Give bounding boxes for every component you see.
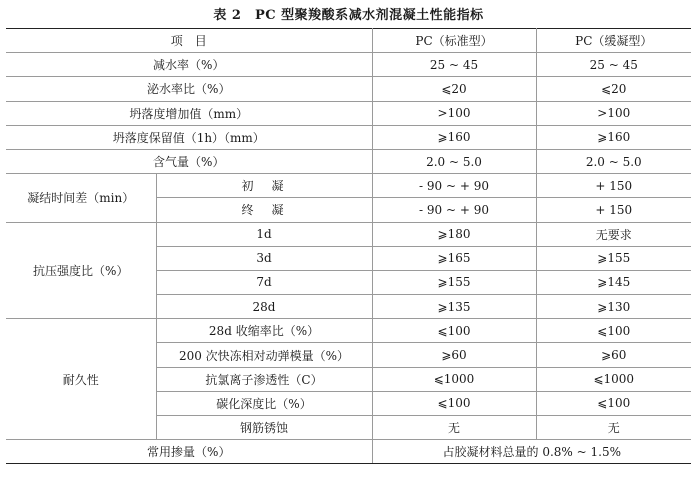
cell-standard: ⩾180 [372,222,536,246]
row-label: 泌水率比（%） [6,77,372,101]
cell-retarding: 25 ~ 45 [536,53,691,77]
dosage-value: 占胶凝材料总量的 0.8% ~ 1.5% [372,440,691,464]
sub-label: 抗氯离子渗透性（C） [156,367,372,391]
cell-retarding: ⩾60 [536,343,691,367]
table-title: 表 2 PC 型聚羧酸系减水剂混凝土性能指标 [213,8,484,23]
cell-retarding: >100 [536,101,691,125]
group-label-compressive: 抗压强度比（%） [6,222,156,319]
header-standard: PC（标准型） [372,29,536,53]
cell-standard: ⩾155 [372,270,536,294]
table-row [6,149,691,173]
sub-label: 碳化深度比（%） [156,391,372,415]
cell-standard: ⩽100 [372,319,536,343]
table-row [6,222,691,246]
sub-label: 7d [156,270,372,294]
cell-standard: - 90 ~ + 90 [372,198,536,222]
cell-retarding: ⩽1000 [536,367,691,391]
row-label: 坍落度保留值（1h）（mm） [6,125,372,149]
cell-standard: 25 ~ 45 [372,53,536,77]
header-item: 项 目 [6,29,372,53]
row-label: 含气量（%） [6,149,372,173]
sub-label: 钢筋锈蚀 [156,416,372,440]
cell-standard: 2.0 ~ 5.0 [372,149,536,173]
cell-retarding: + 150 [536,174,691,198]
cell-standard: 无 [372,416,536,440]
cell-standard: >100 [372,101,536,125]
cell-retarding: ⩾145 [536,270,691,294]
cell-standard: ⩾160 [372,125,536,149]
sub-label: 28d [156,295,372,319]
row-label: 减水率（%） [6,53,372,77]
performance-table [6,28,691,464]
cell-retarding: ⩽100 [536,319,691,343]
cell-retarding: ⩾130 [536,295,691,319]
cell-retarding: ⩾160 [536,125,691,149]
dosage-label: 常用掺量（%） [6,440,372,464]
cell-standard: ⩽100 [372,391,536,415]
cell-standard: - 90 ~ + 90 [372,174,536,198]
cell-retarding: + 150 [536,198,691,222]
table-header-row [6,29,691,53]
sub-label: 3d [156,246,372,270]
cell-standard: ⩽1000 [372,367,536,391]
cell-retarding: 2.0 ~ 5.0 [536,149,691,173]
cell-retarding: 无要求 [536,222,691,246]
row-label: 坍落度增加值（mm） [6,101,372,125]
table-row [6,174,691,198]
cell-retarding: 无 [536,416,691,440]
cell-standard: ⩽20 [372,77,536,101]
sub-label: 200 次快冻相对动弹模量（%） [156,343,372,367]
header-retarding: PC（缓凝型） [536,29,691,53]
group-label-durability: 耐久性 [6,319,156,440]
cell-retarding: ⩽100 [536,391,691,415]
table-row [6,101,691,125]
group-label-setting-time: 凝结时间差（min） [6,174,156,222]
cell-standard: ⩾135 [372,295,536,319]
table-row-dosage [6,440,691,464]
sub-label: 28d 收缩率比（%） [156,319,372,343]
sub-label: 1d [156,222,372,246]
cell-standard: ⩾60 [372,343,536,367]
sub-label: 终 凝 [156,198,372,222]
table-row [6,125,691,149]
table-row [6,319,691,343]
sub-label: 初 凝 [156,174,372,198]
cell-retarding: ⩾155 [536,246,691,270]
table-row [6,53,691,77]
cell-standard: ⩾165 [372,246,536,270]
cell-retarding: ⩽20 [536,77,691,101]
table-row [6,77,691,101]
